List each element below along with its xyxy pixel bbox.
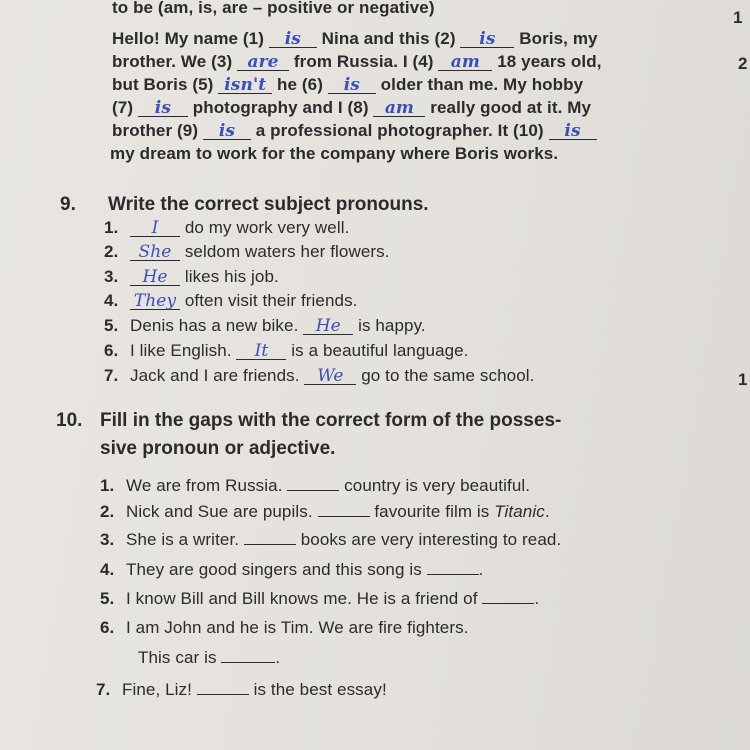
list-item: 7. Jack and I are friends. We go to the same school. <box>104 366 535 386</box>
exercise-title: Write the correct subject pronouns. <box>108 194 429 215</box>
text-line: my dream to work for the company where Boris works. <box>110 144 559 163</box>
exercise-number: 9. <box>60 194 76 215</box>
list-item: 5. I know Bill and Bill knows me. He is a friend of . <box>100 589 540 608</box>
list-item: 1. I do my work very well. <box>104 218 350 238</box>
list-item: 5. Denis has a new bike. He is happy. <box>104 316 426 336</box>
handwritten-answer: am <box>438 55 492 71</box>
list-item: 7. Fine, Liz! is the best essay! <box>96 680 387 699</box>
answer-gap[interactable] <box>197 693 249 695</box>
margin-number: 1 <box>733 8 743 27</box>
answer-gap[interactable] <box>427 573 479 575</box>
text-line: brother. We (3) are from Russia. I (4) am 18 years old, <box>112 52 602 72</box>
top-heading: to be (am, is, are – positive or negative) <box>112 0 435 17</box>
handwritten-answer: He <box>303 319 353 335</box>
list-item: 1. We are from Russia. country is very beautiful. <box>100 476 531 495</box>
list-item: 6. I am John and he is Tim. We are fire fighters. <box>100 618 469 637</box>
text-line: but Boris (5) isn't he (6) is older than me. My hobby <box>112 75 584 95</box>
list-item-cont: This car is . <box>138 648 281 667</box>
exercise-10-heading-cont: sive pronoun or adjective. <box>100 438 336 459</box>
answer-gap[interactable] <box>221 661 275 663</box>
handwritten-answer: is <box>269 32 317 48</box>
list-item: 3. She is a writer. books are very interesting to read. <box>100 530 562 549</box>
handwritten-answer: is <box>549 124 597 140</box>
handwritten-answer: We <box>304 369 356 385</box>
exercise-title: Fill in the gaps with the correct form of the posses- <box>100 410 562 431</box>
handwritten-answer: They <box>130 294 180 310</box>
handwritten-answer: It <box>236 344 286 360</box>
handwritten-answer: is <box>138 101 188 117</box>
list-item: 3. He likes his job. <box>104 267 279 287</box>
handwritten-answer: is <box>460 32 514 48</box>
exercise-9-heading <box>60 194 429 216</box>
answer-gap[interactable] <box>482 602 534 604</box>
exercise-number: 10. <box>56 410 83 431</box>
list-item: 2. She seldom waters her flowers. <box>104 242 390 262</box>
list-item: 4. They are good singers and this song is . <box>100 560 484 579</box>
answer-gap[interactable] <box>244 543 296 545</box>
handwritten-answer: isn't <box>218 78 272 94</box>
handwritten-answer: I <box>130 221 180 237</box>
handwritten-answer: He <box>130 270 180 286</box>
handwritten-answer: is <box>328 78 376 94</box>
handwritten-answer: is <box>203 124 251 140</box>
handwritten-answer: She <box>130 245 180 261</box>
list-item: 6. I like English. It is a beautiful language. <box>104 341 469 361</box>
list-item: 2. Nick and Sue are pupils. favourite film is Titanic. <box>100 502 550 521</box>
text-line: (7) is photography and I (8) am really good at it. My <box>112 98 592 118</box>
list-item: 4. They often visit their friends. <box>104 291 358 311</box>
answer-gap[interactable] <box>287 489 339 491</box>
margin-number: 2 <box>738 54 748 73</box>
text-line: Hello! My name (1) is Nina and this (2) is Boris, my <box>112 29 598 49</box>
handwritten-answer: am <box>373 101 425 117</box>
margin-number: 1 <box>738 370 748 389</box>
text-line: brother (9) is a professional photographer. It (10) is <box>112 121 597 141</box>
handwritten-answer: are <box>237 55 289 71</box>
exercise-10-heading <box>56 410 562 432</box>
answer-gap[interactable] <box>318 515 370 517</box>
